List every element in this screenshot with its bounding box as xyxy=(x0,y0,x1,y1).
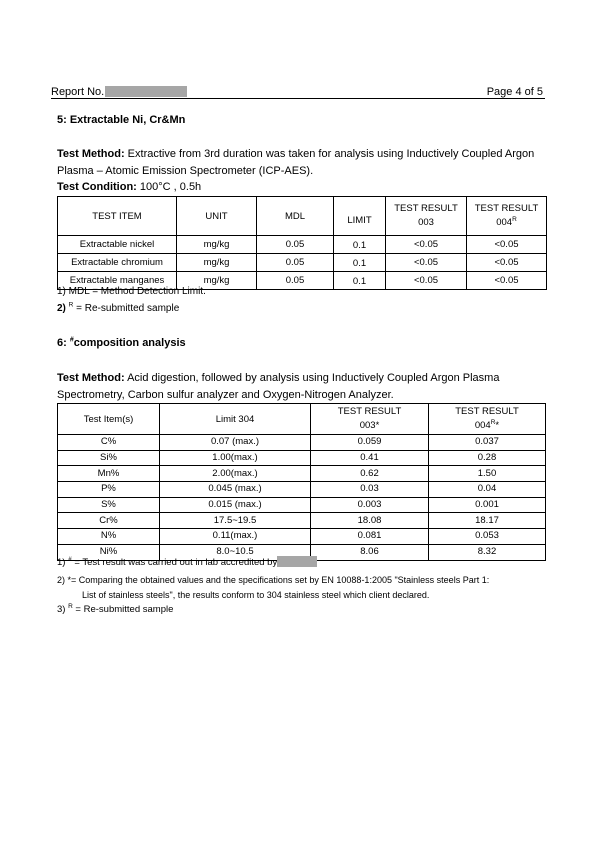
result-004-id: 004 xyxy=(496,217,513,228)
cell-limit: 0.015 (max.) xyxy=(160,497,311,513)
cell-limit: 0.11(max.) xyxy=(160,529,311,545)
cell-unit: mg/kg xyxy=(177,254,257,272)
note-comparison-continued: List of stainless steels", the results conform to 304 stainless steel which client declared. xyxy=(82,590,430,600)
cell-limit: 0.1 xyxy=(334,272,386,290)
result-004-id: 004 xyxy=(474,420,491,431)
table-row xyxy=(58,466,546,482)
table-row xyxy=(58,450,546,466)
cell-result-003: 0.059 xyxy=(311,435,429,451)
cell-result-004: 1.50 xyxy=(429,466,546,482)
result-004-label: TEST RESULT xyxy=(474,203,539,214)
page-indicator: Page 4 of 5 xyxy=(486,86,543,98)
col-mdl: MDL xyxy=(257,197,334,236)
method-label: Test Method: xyxy=(57,148,125,160)
composition-table xyxy=(57,403,546,561)
col-limit: LIMIT xyxy=(334,197,386,236)
col-limit-304: Limit 304 xyxy=(160,404,311,435)
col-test-items: Test Item(s) xyxy=(58,404,160,435)
table-header-row xyxy=(58,197,547,236)
cell-result-003: 0.41 xyxy=(311,450,429,466)
cell-item: N% xyxy=(58,529,160,545)
extractable-metals-table xyxy=(57,196,547,290)
cell-result-004: 0.053 xyxy=(429,529,546,545)
table-row xyxy=(58,529,546,545)
cell-result-003: <0.05 xyxy=(386,272,467,290)
cell-result-004: <0.05 xyxy=(467,236,547,254)
cell-limit: 0.1 xyxy=(334,236,386,254)
note-text: = Test result was carried out in lab accredited by xyxy=(71,557,278,568)
note-text: = Re-submitted sample xyxy=(72,604,174,615)
note-number: 1) xyxy=(57,557,69,568)
table-row xyxy=(58,254,547,272)
cell-mdl: 0.05 xyxy=(257,272,334,290)
cell-limit: 0.045 (max.) xyxy=(160,482,311,498)
cell-result-003: 8.06 xyxy=(311,544,429,560)
cell-unit: mg/kg xyxy=(177,272,257,290)
note-accreditation xyxy=(57,556,547,570)
cell-unit: mg/kg xyxy=(177,236,257,254)
cell-item: Extractable nickel xyxy=(58,236,177,254)
table-header-row xyxy=(58,404,546,435)
cell-result-003: <0.05 xyxy=(386,236,467,254)
resubmitted-mark: R xyxy=(512,215,517,223)
col-result-004 xyxy=(467,197,547,236)
cell-item: Cr% xyxy=(58,513,160,529)
note-resubmitted xyxy=(57,302,547,316)
section-title-text: composition analysis xyxy=(73,337,186,349)
cell-result-004: <0.05 xyxy=(467,272,547,290)
condition-text: 100°C , 0.5h xyxy=(136,181,202,193)
section-5-title: 5: Extractable Ni, Cr&Mn xyxy=(57,114,186,126)
cell-item: Mn% xyxy=(58,466,160,482)
cell-limit: 8.0~10.5 xyxy=(160,544,311,560)
note-text: = Re-submitted sample xyxy=(73,303,180,314)
col-result-003 xyxy=(311,404,429,435)
col-unit: UNIT xyxy=(177,197,257,236)
cell-item: Ni% xyxy=(58,544,160,560)
cell-result-004: 0.04 xyxy=(429,482,546,498)
comparison-mark: * xyxy=(495,420,500,431)
accreditation-mark: # xyxy=(69,336,74,344)
cell-result-004: 8.32 xyxy=(429,544,546,560)
condition-label: Test Condition: xyxy=(57,181,137,193)
col-test-item: TEST ITEM xyxy=(58,197,177,236)
resubmitted-mark: R xyxy=(68,301,74,309)
cell-result-003: <0.05 xyxy=(386,254,467,272)
resubmitted-mark: R xyxy=(490,418,496,426)
note-comparison: 2) *= Comparing the obtained values and the specifications set by EN 10088-1:2005 "Stainless steels Part 1: xyxy=(57,575,490,585)
cell-result-004: 18.17 xyxy=(429,513,546,529)
note-resubmitted-2 xyxy=(57,603,547,617)
table-row xyxy=(58,435,546,451)
method-text: Acid digestion, followed by analysis using Inductively Coupled Argon Plasma Spectrometry, Carbon sulfur analyzer and Oxygen-Nitrogen Analyzer. xyxy=(57,372,500,401)
report-header xyxy=(51,86,545,99)
note-mdl: 1) MDL = Method Detection Limit. xyxy=(57,286,206,297)
result-003-label: TEST RESULT xyxy=(394,203,458,214)
cell-result-003: 0.62 xyxy=(311,466,429,482)
cell-result-004: 0.037 xyxy=(429,435,546,451)
method-label: Test Method: xyxy=(57,372,125,384)
cell-item: C% xyxy=(58,435,160,451)
col-result-004 xyxy=(429,404,546,435)
cell-result-003: 0.03 xyxy=(311,482,429,498)
report-number xyxy=(51,86,187,98)
cell-limit: 1.00(max.) xyxy=(160,450,311,466)
table-row xyxy=(58,497,546,513)
accreditation-mark: # xyxy=(68,555,72,563)
method-text: Extractive from 3rd duration was taken for analysis using Inductively Coupled Argon Plasma – Atomic Emission Spectrometer (ICP-AES). xyxy=(57,148,535,177)
cell-result-004: 0.001 xyxy=(429,497,546,513)
cell-limit: 2.00(max.) xyxy=(160,466,311,482)
resubmitted-mark: R xyxy=(68,602,73,610)
cell-mdl: 0.05 xyxy=(257,236,334,254)
section-5-condition xyxy=(57,179,547,196)
cell-result-003: 0.081 xyxy=(311,529,429,545)
cell-item: Extractable manganes xyxy=(58,272,177,290)
table-row xyxy=(58,482,546,498)
cell-limit: 17.5~19.5 xyxy=(160,513,311,529)
result-003-id: 003* xyxy=(359,420,380,431)
cell-item: Extractable chromium xyxy=(58,254,177,272)
note-number: 2) xyxy=(57,303,69,314)
cell-item: Si% xyxy=(58,450,160,466)
cell-result-003: 0.003 xyxy=(311,497,429,513)
cell-result-004: 0.28 xyxy=(429,450,546,466)
section-number: 6: xyxy=(57,337,70,349)
result-003-id: 003 xyxy=(418,217,434,228)
report-number-label: Report No. xyxy=(51,86,105,98)
col-result-003 xyxy=(386,197,467,236)
redacted-lab-name xyxy=(277,556,317,567)
section-5-method xyxy=(57,146,547,180)
cell-limit: 0.07 (max.) xyxy=(160,435,311,451)
cell-item: P% xyxy=(58,482,160,498)
cell-result-004: <0.05 xyxy=(467,254,547,272)
note-number: 3) xyxy=(57,604,69,615)
result-003-label: TEST RESULT xyxy=(337,406,402,417)
cell-limit: 0.1 xyxy=(334,254,386,272)
result-004-label: TEST RESULT xyxy=(455,406,519,417)
cell-item: S% xyxy=(58,497,160,513)
section-6-title xyxy=(57,337,186,349)
cell-mdl: 0.05 xyxy=(257,254,334,272)
table-row xyxy=(58,513,546,529)
table-row xyxy=(58,236,547,254)
redacted-report-number xyxy=(105,86,187,97)
cell-result-003: 18.08 xyxy=(311,513,429,529)
section-6-method xyxy=(57,370,547,404)
